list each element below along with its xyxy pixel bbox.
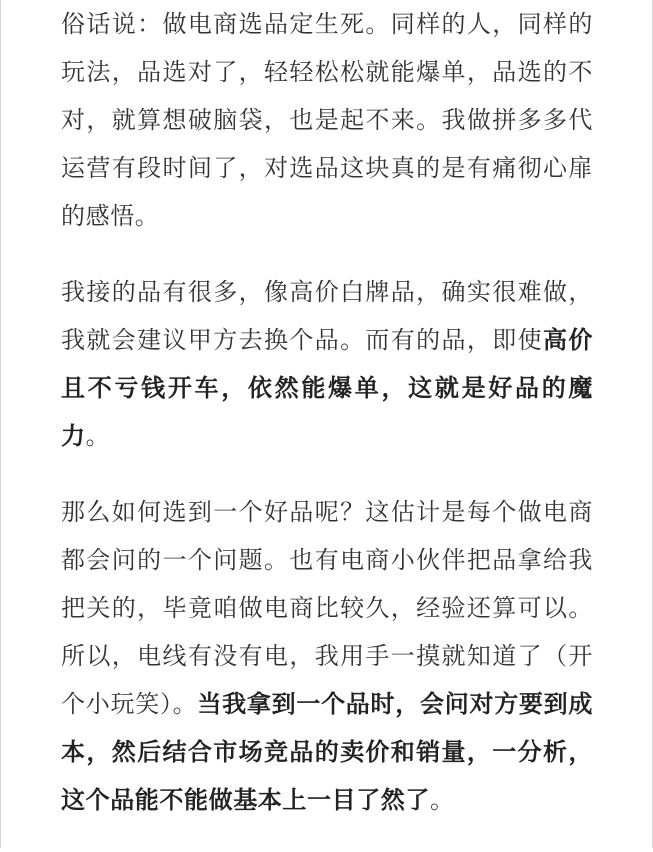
article-body <box>61 0 593 852</box>
paragraph-2-text-end: 。 <box>85 422 111 450</box>
paragraph-2-text-start: 我接的品有很多，像高价白牌品，确实很难做，我就会建议甲方去换个品。而有的品，即使 <box>61 278 593 354</box>
paragraph-1-text: 俗话说：做电商选品定生死。同样的人，同样的玩法，品选对了，轻轻松松就能爆单，品选的不对，就算想破脑袋，也是起不来。我做拼多多代运营有段时间了，对选品这块真的是有痛彻心扉的感悟。 <box>61 10 593 230</box>
paragraph-3 <box>61 488 593 824</box>
paragraph-3-text-start: 那么如何选到一个好品呢？这估计是每个做电商都会问的一个问题。也有电商小伙伴把品拿给我把关的，毕竟咱做电商比较久，经验还算可以。所以，电线有没有电，我用手一摸就知道了（开个小玩笑）。 <box>61 498 593 718</box>
paragraph-1 <box>61 0 593 240</box>
paragraph-2 <box>61 268 593 460</box>
paragraph-3-bold-highlight: 当我拿到一个品时，会问对方要到成本，然后结合市场竞品的卖价和销量，一分析，这个品能不能做基本上一目了然了 <box>61 690 593 814</box>
paragraph-3-text-end: 。 <box>430 786 455 814</box>
left-border <box>0 0 1 848</box>
paragraph-2-bold-highlight: 高价且不亏钱开车，依然能爆单，这就是好品的魔力 <box>61 326 594 450</box>
